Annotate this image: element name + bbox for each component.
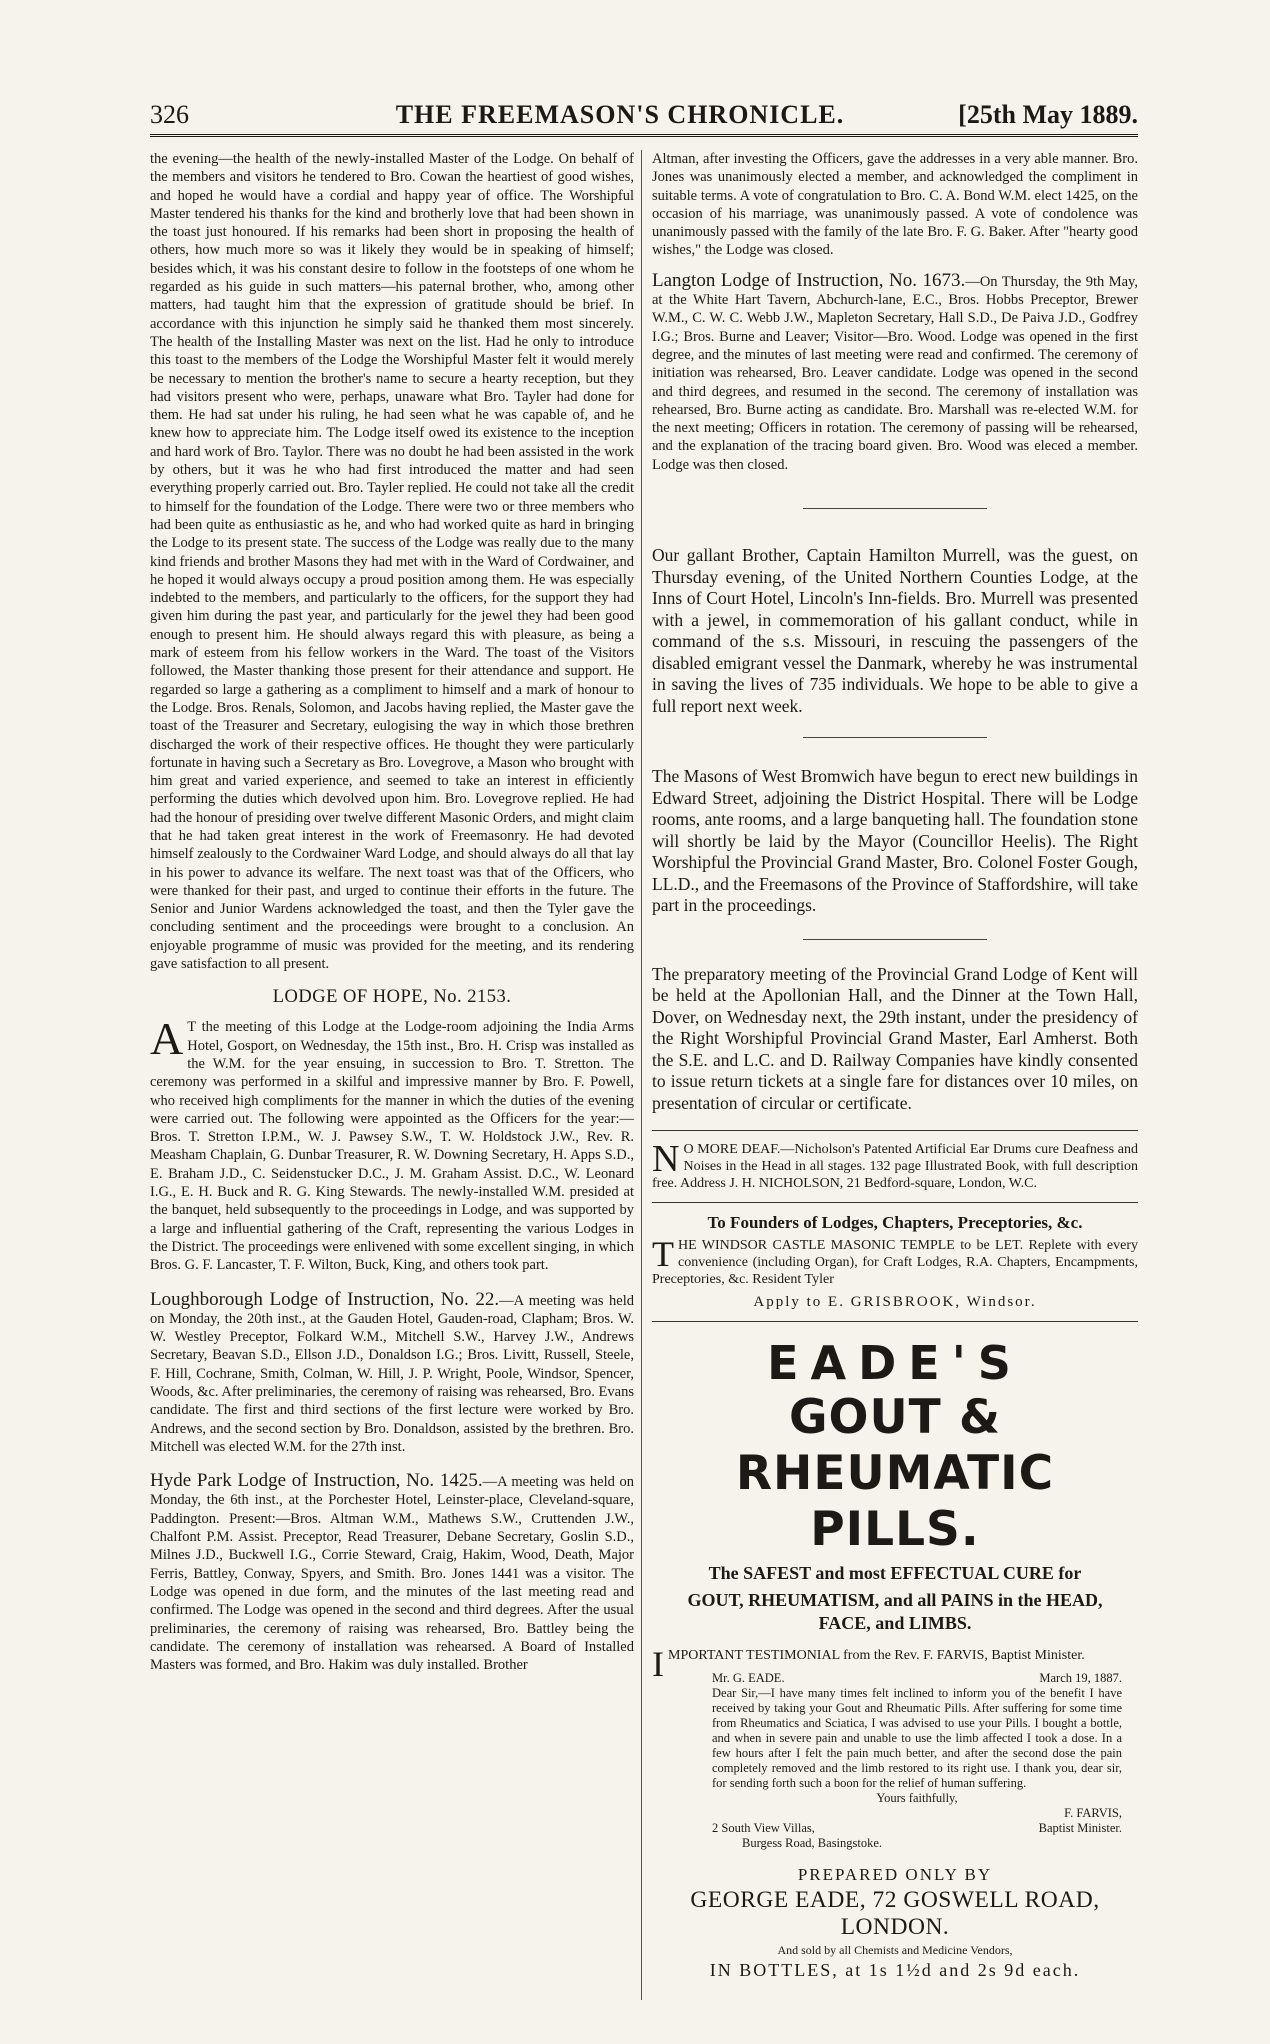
loughborough-text: —A meeting was held on Monday, the 20th inst., at the Gauden Hotel, Gauden-road, Clapham; Bros. W. W. Westley Preceptor, Folkard W.M., Mitchell S.W., Harvey J.W., Andrews Secretary, Beavan S.D., Ellson J.D., Donaldson I.G.; Bros. Livitt, Russell, Steele, F. Hill, Cochrane, Smith, Colman, W. Hill, J. P. Wright, Poole, Windsor, Spencer, Woods, &c. After preliminaries, the ceremony of raising was rehearsed, Bro. Evans candidate. The first and third sections of the first lecture were worked by Bro. Andrews, and the second section by Bro. Donaldson, assisted by the brethren. Bro. Mitchell was elected W.M. for the 27th inst. xyxy=(150,1292,634,1455)
langton-report xyxy=(652,269,1138,474)
page-number: 326 xyxy=(150,100,189,129)
founders-heading: To Founders of Lodges, Chapters, Preceptories, &c. xyxy=(707,1213,1083,1233)
lodge-of-hope-heading: LODGE OF HOPE, No. 2153. xyxy=(272,987,512,1008)
deafness-ad xyxy=(652,1138,1138,1192)
separator-rule xyxy=(803,508,988,509)
testimonial-salutation-row xyxy=(712,1671,1122,1686)
ad-rule xyxy=(652,1130,1138,1131)
testimonial-address-row xyxy=(712,1821,1122,1836)
header-rule xyxy=(150,134,1138,137)
testimonial-date: March 19, 1887. xyxy=(1039,1671,1122,1686)
langton-text: —On Thursday, the 9th May, at the White Hart Tavern, Abchurch-lane, E.C., Bros. Hobbs Preceptor, Brewer W.M., C. W. C. Webb J.W., Mapleton Secretary, Hall S.D., De Paiva J.D., Godfrey I.G.; Bros. Burne and Leaver; Visitor—Bro. Wood. Lodge was opened in the first degree, and the minutes of last meeting were read and confirmed. The ceremony of initiation was rehearsed, Bro. Leaver candidate. Lodge was opened in the second and third degrees, and resumed in the second. The ceremony of installation was rehearsed, Bro. Burne acting as candidate. Bro. Marshall was re-elected W.M. for the next meeting; Officers in rotation. The ceremony of passing will be rehearsed, and the explanation of the tracing board given. Bro. Wood was eleced a member. Lodge was then closed. xyxy=(652,273,1138,473)
column-divider xyxy=(641,150,642,2000)
drop-cap: A xyxy=(150,1013,184,1065)
hyde-park-report-continued: Altman, after investing the Officers, gave the addresses in a very able manner. Bro. Jones was unanimously elected a member, and acknowledged the compliment in suitable terms. A vote of congratulation to Bro. C. A. Bond W.M. elect 1425, on the occasion of his marriage, was unanimously passed. A vote of condolence was unanimously passed with the family of the late Bro. F. G. Baker. After "hearty good wishes," the Lodge was closed. xyxy=(652,151,1138,259)
ad-rule xyxy=(652,1321,1138,1322)
windsor-temple-text: HE WINDSOR CASTLE MASONIC TEMPLE to be LET. Replete with every convenience (including Organ), for Craft Lodges, R.A. Chapters, Encampments, Preceptories, &c. Resident Tyler xyxy=(652,1238,1138,1288)
drop-cap: T xyxy=(652,1234,674,1275)
lodge-of-hope-text: T the meeting of this Lodge at the Lodge-room adjoining the India Arms Hotel, Gosport, on Wednesday, the 15th inst., Bro. H. Crisp was installed as the W.M. for the year ensuing, in succession to Bro. T. Stretton. The ceremony was performed in a skilful and impressive manner by Bro. F. Powell, who received high compliments for the manner in which the duties of the evening were carried out. The following were appointed as the Officers for the year:—Bros. T. Stretton I.P.M., W. J. Pawsey S.W., T. W. Holdstock J.W., Rev. R. Measham Chaplain, G. Dunbar Treasurer, R. W. Downing Secretary, H. Apps S.D., E. Braham J.D., C. Seidenstucker D.C., J. M. Graham Assist. D.C., W. Leonard I.G., E. H. Buck and R. G. King Stewards. The newly-installed W.M. presided at the banquet, held subsequently to the proceedings in Lodge, and was supported by a large and influential gathering of the Craft, representing the various Lodges in the District. The proceedings were enlivened with some excellent singing, in which Bros. G. F. Lancaster, T. F. Wilton, Buck, King, and others took part. xyxy=(150,1019,634,1274)
eade-tagline-1: The SAFEST and most EFFECTUAL CURE for xyxy=(708,1563,1082,1584)
testimonial-address-1: 2 South View Villas, xyxy=(712,1821,815,1836)
testimonial-heading-text: MPORTANT TESTIMONIAL from the Rev. F. FARVIS, Baptist Minister. xyxy=(668,1648,1085,1664)
eade-tagline-2: GOUT, RHEUMATISM, and all PAINS in the HEAD, xyxy=(687,1590,1103,1611)
windsor-apply: Apply to E. GRISBROOK, Windsor. xyxy=(753,1294,1037,1311)
right-column xyxy=(652,150,1138,1981)
eade-address: GEORGE EADE, 72 GOSWELL ROAD, LONDON. xyxy=(690,1887,1100,1941)
eade-product: GOUT & RHEUMATIC PILLS. xyxy=(735,1390,1055,1558)
loughborough-report xyxy=(150,1288,634,1457)
hyde-park-report xyxy=(150,1472,634,1674)
left-column xyxy=(150,150,634,1680)
sold-by: And sold by all Chemists and Medicine Vendors, xyxy=(777,1943,1013,1958)
eade-tagline-3: FACE, and LIMBS. xyxy=(818,1613,972,1634)
separator-rule xyxy=(803,939,988,940)
lodge-of-hope-report xyxy=(150,1013,634,1274)
hyde-park-text: —A meeting was held on Monday, the 6th inst., at the Porchester Hotel, Leinster-place, Cleveland-square, Paddington. Present:—Bros. Altman W.M., Mathews S.W., Cruttenden J.W., Chalfont P.M. Assist. Preceptor, Read Treasurer, Debane Secretary, Goslin S.D., Milnes J.D., Buckwell I.G., Corrie Steward, Craig, Hakim, Wood, Death, Major Ferris, Battley, Conway, Spyers, and Smith. Bro. Jones 1441 was a visitor. The Lodge was opened in due form, and the minutes of the last meeting read and confirmed. The Lodge was opened in the second and third degrees. After the usual preliminaries, the ceremony of raising was rehearsed, Bro. Battley being the candidate. The ceremony of installation was rehearsed. A Board of Installed Masters was formed, and Bro. Hakim was duly installed. Brother xyxy=(150,1474,634,1674)
eades-pills-ad xyxy=(652,1336,1138,1981)
cordwainer-article-continued: the evening—the health of the newly-installed Master of the Lodge. On behalf of the members and visitors he tendered to Bro. Cowan the heartiest of good wishes, and hoped he would have a cordial and happy year of office. The Worshipful Master tendered his thanks for the kind and brotherly love that had been shown in the toast just honoured. If his remarks had been short in proposing the health of others, how much more so was it likely they would be in speaking of himself; besides which, it was his constant desire to follow in the footsteps of one whom he regarded as his guide in such matters—his paternal brother, who, among other matters, had taught him that the expression of gratitude should be brief. In accordance with this injunction he simply said he thanked them most sincerely. The health of the Installing Master was next on the list. Had he only to introduce this toast to the members of the Lodge the Worshipful Master felt it would merely be necessary to mention the brother's name to secure a hearty reception, but they had visitors present who were, perhaps, unaware what Bro. Tayler had done for them. He had sat under his ruling, he had seen what he was capable of, and he knew how to appreciate him. The Lodge itself owed its existence to the inception and hard work of Bro. Taylor. There was no doubt he had been assisted in the work by others, but it was he who had first introduced the matter and had seen everything properly carried out. Bro. Tayler replied. He could not take all the credit to himself for the foundation of the Lodge. There were two or three members who had been quite as enthusiastic as he, and who had worked quite as hard in bringing the Lodge to its present state. The success of the Lodge was really due to the many kind friends and brother Masons they had met with in the Ward of Cordwainer, and he hoped it would always occupy a proud position among them. He was especially indebted to the members, and particularly to the officers, for the support they had given him during the past year, and particularly for the jewel they had been good enough to present him. He should always regard this with pleasure, as being a mark of esteem from his fellow workers in the Ward. The toast of the Visitors followed, the Master thanking those present for their attendance and support. He regarded so large a gathering as a compliment to himself and a mark of honour to the Lodge. Bros. Renals, Solomon, and Jacobs having replied, the Master gave the toast of the Treasurer and Secretary, eulogising the way in which those brethren discharged the work of their respective offices. He thought they were particularly fortunate in having such a Secretary as Bro. Lovegrove, a Mason who brought with him great and varied experience, and seemed to take an interest in efficiently performing the duties which devolved upon him. Bro. Lovegrove replied. He had had the honour of presiding over twelve different Masonic Orders, and might claim that he had taken great interest in the work of Freemasonry. He had devoted himself zealously to the Cordwainer Ward Lodge, and should always do all that lay in his power to advance its welfare. The next toast was that of the Officers, who were thanked for their past, and urged to continue their efforts in the future. The Senior and Junior Wardens acknowledged the toast, and then the Tyler gave the concluding sentiment and the proceedings were brought to a conclusion. An enjoyable programme of music was provided for the meeting, and its rendering gave satisfaction to all present. xyxy=(150,151,634,973)
hyde-park-title: Hyde Park Lodge of Instruction, No. 1425. xyxy=(150,1470,483,1492)
testimonial-letter xyxy=(652,1671,1138,1851)
prepared-by: PREPARED ONLY BY xyxy=(797,1865,993,1885)
newspaper-title: THE FREEMASON'S CHRONICLE. xyxy=(395,100,845,129)
west-bromwich-paragraph: The Masons of West Bromwich have begun to erect new buildings in Edward Street, adjoining the District Hospital. There will be Lodge rooms, ante rooms, and a large banqueting hall. The foundation stone will shortly be laid by the Mayor (Councillor Heelis). The Right Worshipful the Provincial Grand Master, Bro. Colonel Foster Gough, LL.D., and the Freemasons of the Province of Staffordshire, will take part in the proceedings. xyxy=(652,766,1138,916)
loughborough-title: Loughborough Lodge of Instruction, No. 22. xyxy=(150,1288,500,1310)
separator-rule xyxy=(803,737,988,738)
testimonial-signature: F. FARVIS, xyxy=(1064,1806,1122,1821)
drop-cap: N xyxy=(652,1138,680,1181)
testimonial-role: Baptist Minister. xyxy=(1038,1821,1122,1836)
windsor-temple-ad xyxy=(652,1234,1138,1288)
testimonial-body: Dear Sir,—I have many times felt inclined to inform you of the benefit I have received by taking your Gout and Rheumatic Pills. After suffering for some time from Rheumatics and Sciatica, I was advised to use your Pills. I bought a bottle, and when in severe pain and unable to use the limb affected I took a dose. In a few hours after I felt the pain much better, and after the second dose the pain completely removed and the limb restored to its right use. I thank you, dear sir, for sending forth such a boon for the relief of human suffering. xyxy=(712,1686,1122,1791)
running-header xyxy=(150,100,1138,130)
testimonial-address-2: Burgess Road, Basingstoke. xyxy=(742,1836,883,1851)
kent-paragraph: The preparatory meeting of the Provincial Grand Lodge of Kent will be held at the Apollonian Hall, and the Dinner at the Town Hall, Dover, on Wednesday next, the 29th instant, under the presidency of the Right Worshipful Provincial Grand Master, Earl Amherst. Both the S.E. and L.C. and D. Railway Companies have kindly consented to issue return tickets at a single fare for distances over 10 miles, on presentation of circular or certificate. xyxy=(652,963,1138,1113)
ad-rule xyxy=(652,1202,1138,1203)
murrell-paragraph: Our gallant Brother, Captain Hamilton Murrell, was the guest, on Thursday evening, of the United Northern Counties Lodge, at the Inns of Court Hotel, Lincoln's Inn-fields. Bro. Murrell was presented with a jewel, in commemoration of his gallant conduct, while in command of the s.s. Missouri, in rescuing the passengers of the disabled emigrant vessel the Danmark, whereby he was instrumental in saving the lives of 735 individuals. We hope to be able to give a full report next week. xyxy=(652,545,1138,716)
testimonial-addressee: Mr. G. EADE. xyxy=(712,1671,785,1686)
deafness-ad-text: O MORE DEAF.—Nicholson's Patented Artificial Ear Drums cure Deafness and Noises in the Head in all stages. 132 page Illustrated Book, with full description free. Address J. H. NICHOLSON, 21 Bedford-square, London, W.C. xyxy=(652,1142,1138,1192)
eade-brand: EADE'S xyxy=(767,1336,1023,1391)
bottle-prices: IN BOTTLES, at 1s 1½d and 2s 9d each. xyxy=(709,1960,1081,1981)
issue-date: [25th May 1889. xyxy=(958,100,1138,129)
testimonial-closing: Yours faithfully, xyxy=(876,1791,958,1806)
drop-cap: I xyxy=(652,1644,664,1685)
langton-title: Langton Lodge of Instruction, No. 1673. xyxy=(652,269,966,291)
